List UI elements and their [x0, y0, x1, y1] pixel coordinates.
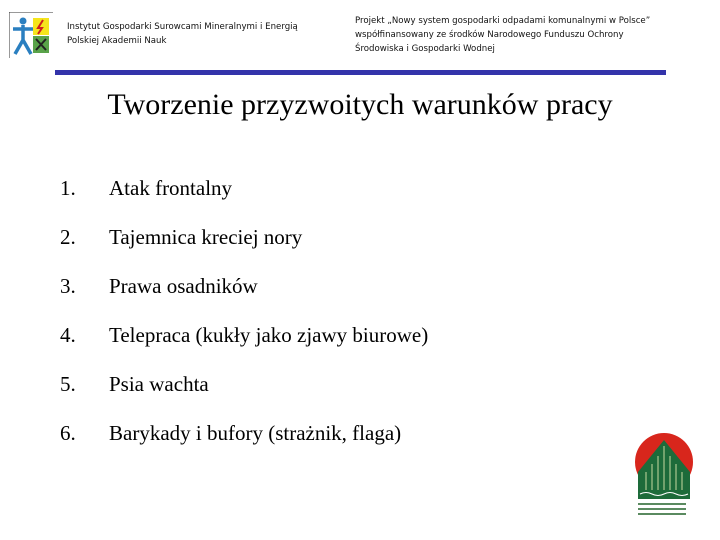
- item-text: Telepraca (kukły jako zjawy biurowe): [109, 323, 429, 347]
- list-item: [60, 176, 428, 225]
- project-line: Środowiska i Gospodarki Wodnej: [355, 44, 495, 54]
- project-line: współfinansowany ze środków Narodowego Funduszu Ochrony: [355, 30, 624, 40]
- item-number: 5.: [60, 372, 76, 396]
- item-text: Tajemnica kreciej nory: [109, 225, 303, 249]
- item-text: Psia wachta: [109, 372, 209, 396]
- list-item: [60, 274, 428, 323]
- nfosigw-logo: [632, 432, 696, 522]
- slide-title: Tworzenie przyzwoitych warunków pracy: [107, 88, 613, 121]
- item-number: 1.: [60, 176, 76, 200]
- numbered-list: [60, 176, 428, 470]
- list-item: [60, 421, 428, 470]
- project-line: Projekt „Nowy system gospodarki odpadami komunalnymi w Polsce”: [355, 16, 651, 26]
- item-text: Atak frontalny: [109, 176, 233, 200]
- institute-logo: [9, 12, 53, 58]
- institute-line: Instytut Gospodarki Surowcami Mineralnymi i Energią: [67, 22, 298, 32]
- header-divider: [55, 70, 666, 75]
- item-text: Prawa osadników: [109, 274, 258, 298]
- project-description: [355, 14, 695, 56]
- institute-line: Polskiej Akademii Nauk: [67, 36, 167, 46]
- item-number: 3.: [60, 274, 76, 298]
- list-item: [60, 225, 428, 274]
- list-item: [60, 323, 428, 372]
- item-number: 6.: [60, 421, 76, 445]
- item-number: 2.: [60, 225, 76, 249]
- institute-name: [67, 20, 298, 48]
- item-text: Barykady i bufory (strażnik, flaga): [109, 421, 402, 445]
- list-item: [60, 372, 428, 421]
- item-number: 4.: [60, 323, 76, 347]
